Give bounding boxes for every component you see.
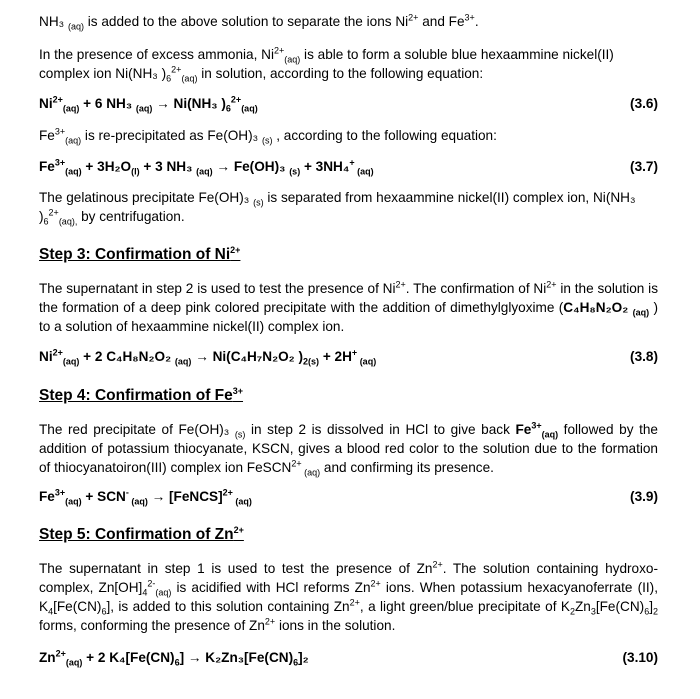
- heading-step-3: Step 3: Confirmation of $Ni^{2+}$: [39, 244, 241, 263]
- equation-3-8: $Ni^{2+}_{(aq)} + 2$ C₄H₈N₂O₂ $_{(aq)}$ → Ni(C₄H₇N₂O₂ )$_{2(s)} + 2H^+$ $_{(aq)}$ (3.8): [39, 347, 658, 367]
- paragraph-step-5: The supernatant in step 1 is used to test the presence of $Zn^{2+}$. The solution containing hydroxo-complex, $Zn[OH]_4^{2-}_{(aq)}$ is acidified with HCl reforms $Zn^{2+}$ ions. When potassium hexacyanoferrate (II), $K_4[Fe(CN)_6]$, is added to this solution containing $Zn^{2+}$, a light green/blue precipitate of $K_2Zn_3[Fe(CN)_6]_2$ forms, conforming the presence of $Zn^{2+}$ ions in the solution.: [39, 559, 658, 633]
- equation-3-6: $Ni^{2+}_{(aq)} + 6$ NH₃ $_{(aq)}$ → Ni(NH₃ )$_6^{2+}_{(aq)}$ (3.6): [39, 94, 658, 114]
- reaction-arrow-icon: →: [152, 96, 174, 111]
- equation-number: (3.7): [630, 159, 658, 174]
- reaction-arrow-icon: →: [147, 489, 169, 504]
- heading-step-4: Step 4: Confirmation of $Fe^{3+}$: [39, 385, 244, 404]
- reaction-arrow-icon: →: [184, 650, 206, 665]
- paragraph-excess-ammonia: In the presence of excess ammonia, $Ni^{2+}_{(aq)}$ is able to form a soluble blue hexaammine nickel(II) complex ion Ni(NH₃ )$_6^{2+}_{(aq)}$ in solution, according to the following equation:: [39, 45, 614, 84]
- paragraph-fe-reprecipitated: $Fe^{3+}_{(aq)}$ is re-precipitated as Fe(OH)₃ $_{(s)}$ , according to the following equation:: [39, 126, 497, 146]
- paragraph-step-4: The red precipitate of Fe(OH)₃ $_{(s)}$ in step 2 is dissolved in HCl to give back $Fe^{3+}_{(aq)}$ followed by the addition of potassium thiocyanate, KSCN, gives a blood red color to the solution due to the formation of thiocyanatoiron(III) complex ion FeSCN$^{2+}$ $_{(aq)}$ and confirming its presence.: [39, 420, 658, 478]
- paragraph-ammonia-intro: NH₃ $_{(aq)}$ is added to the above solution to separate the ions $Ni^{2+}$ and $Fe^{3+}$.: [39, 12, 479, 32]
- reaction-arrow-icon: →: [212, 159, 234, 174]
- reaction-arrow-icon: →: [191, 349, 213, 364]
- equation-3-10: $Zn^{2+}_{(aq)} + 2$ $K_4[Fe(CN)_6] \to K_2Zn_3[Fe(CN)_6]_2$ (3.10): [39, 648, 658, 668]
- heading-step-5: Step 5: Confirmation of $Zn^{2+}$: [39, 524, 244, 543]
- paragraph-step-3: The supernatant in step 2 is used to test the presence of $Ni^{2+}$. The confirmation of $Ni^{2+}$ in the solution is the formation of a deep pink colored precipitate with the addition of dimethylglyoxime (C₄H₈N₂O₂ $_{(aq)}$ ) to a solution of hexaammine nickel(II) complex ion.: [39, 279, 658, 334]
- equation-number: (3.6): [630, 96, 658, 111]
- paragraph-gelatinous-precipitate: The gelatinous precipitate Fe(OH)₃ $_{(s)}$ is separated from hexaammine nickel(II) complex ion, Ni(NH₃ )$_6^{2+}_{(aq),}$ by centrifugation.: [39, 190, 636, 227]
- equation-3-9: $Fe^{3+}_{(aq)} + SCN^-$ $_{(aq)}$ → [FeNCS]$^{2+}$ $_{(aq)}$ (3.9): [39, 487, 658, 507]
- equation-number: (3.10): [622, 650, 658, 665]
- equation-3-7: $Fe^{3+}_{(aq)} + 3H_2O_{(l)} + 3$ NH₃ $_{(aq)}$ → Fe(OH)₃ $_{(s)}$ + 3NH₄+ $_{(aq)}$ (3.7): [39, 157, 658, 177]
- equation-number: (3.9): [630, 489, 658, 504]
- equation-number: (3.8): [630, 349, 658, 364]
